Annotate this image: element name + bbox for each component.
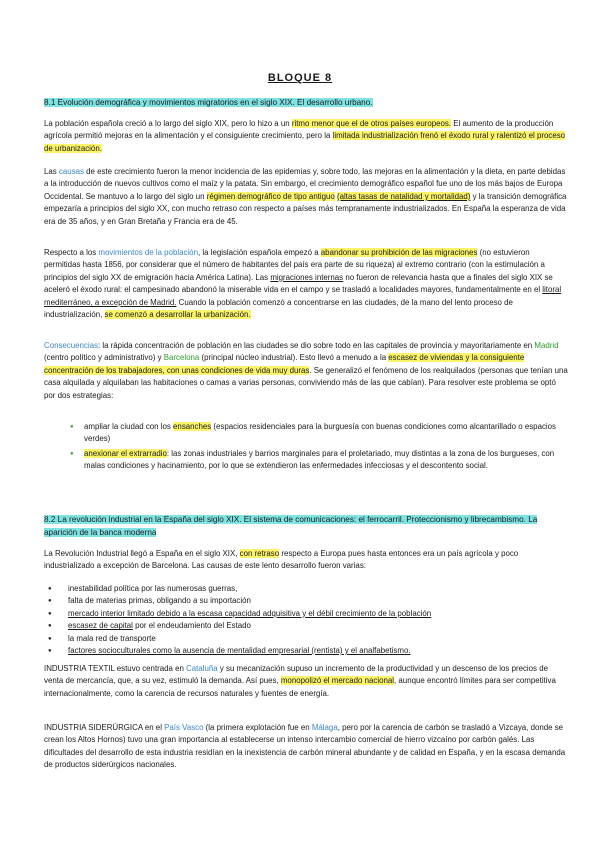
paragraph-migrations: Respecto a los movimientos de la población, la legislación española empezó a abandonar su prohibición de las migraciones (no estuvieron permitidas hasta 1856, por considerar que el número de habitantes del país era parte de su riqueza) al extremo contrario (con la estimulación a principios del siglo XX de emigración hacia América Latina). Las migraciones internas no fueron de relevancia hasta que a finales del siglo XIX se aceleró el éxodo rural: el campesinado abandonó la miserable vida en el campo y se trasladó a localidades mayores, fundamentalmente en el litoral mediterráneo, a excepción de Madrid. Cuando la población comenzó a concentrarse en las ciudades, de la mano del lento proceso de industrialización, se comenzó a desarrollar la urbanización. bbox=[44, 248, 562, 320]
section-heading-8-1: 8.1 Evolución demográfica y movimientos migratorios en el siglo XIX. El desarrollo urbano. bbox=[44, 98, 373, 107]
list-item: ● la mala red de transporte bbox=[46, 633, 566, 645]
paragraph-population-growth: La población española creció a lo largo del siglo XIX, pero lo hizo a un ritmo menor que el de otros países europeos. El aumento de la producción agrícola permitió mejoras en la alimentación y el consiguiente crecimiento, pero la limitada industrialización frenó el éxodo rural y ralentizó el proceso de urbanización. bbox=[44, 119, 566, 153]
list-item: ● inestabilidad política por las numerosas guerras, bbox=[46, 583, 566, 595]
list-item: ● ampliar la ciudad con los ensanches (espacios residenciales para la burguesía con buenas condiciones como alcantarillado o espacios verdes) bbox=[70, 421, 568, 446]
paragraph-textile-industry: INDUSTRIA TEXTIL estuvo centrada en Cataluña y su mecanización supuso un incremento de la productividad y un descenso de los precios de venta de mercancía, que, a su vez, estimuló la demanda. Así pues, monopolizó el mercado nacional, aunque encontró límites para ser competitiva internacionalmente, como la carencia de recursos naturales y fuentes de energía. bbox=[44, 664, 556, 698]
paragraph-industrial-revolution: La Revolución Industrial llegó a España en el siglo XIX, con retraso respecto a Europa pues hasta entonces era un país agrícola y poco industrializado a excepción de Barcelona. Las causas de este lento desarrollo fueron varias: bbox=[44, 549, 519, 571]
list-item: ● escasez de capital por el endeudamiento del Estado bbox=[46, 620, 566, 632]
paragraph-steel-industry: INDUSTRIA SIDERÚRGICA en el País Vasco (la primera explotación fue en Málaga, pero por la carencia de carbón se trasladó a Vizcaya, donde se crean los Altos Hornos) tuvo una gran importancia al establecerse un intenso intercambio comercial de hierro vizcaíno por carbón galés. Las dificultades del desarrollo de esta industria residían en la inexistencia de carbón mineral abundante y de calidad en España, y en la escasa demanda de productos siderúrgicos nacionales. bbox=[44, 723, 566, 770]
causes-list bbox=[46, 583, 566, 657]
strategies-list bbox=[70, 421, 568, 475]
paragraph-causes: Las causas de este crecimiento fueron la menor incidencia de las epidemias y, sobre todo, las mejoras en la alimentación y la dieta, en parte debidas a la introducción de nuevos cultivos como el maíz y la patata. Sin embargo, el crecimiento demográfico español fue uno de los más bajos de Europa Occidental. Se mantuvo a lo largo del siglo un régimen demográfico de tipo antiguo (altas tasas de natalidad y mortalidad) y la transición demográfica empezaría a principios del siglo XX, con mucho retraso con respecto a países más tempranamente industrializados. En España la esperanza de vida era de 35 años, y en Gran Bretaña y Francia era de 45. bbox=[44, 167, 567, 226]
list-item: ● factores socioculturales como la ausencia de mentalidad empresarial (rentista) y el analfabetismo. bbox=[46, 645, 566, 657]
paragraph-consequences: Consecuencias: la rápida concentración de población en las ciudades se dio sobre todo en las capitales de provincia y mayoritariamente en Madrid (centro político y administrativo) y Barcelona (principal núcleo industrial). Esto llevó a menudo a la escasez de viviendas y la consiguiente concentración de los trabajadores, con unas condiciones de vida muy duras. Se generalizó el fenómeno de los realquilados (personas que tenían una casa alquilada y alquilaban las habitaciones o camas a varias personas, conviviendo más de las que cabían). Para resolver este problema se optó por dos estrategias: bbox=[44, 341, 568, 400]
list-item: ● mercado interior limitado debido a la escasa capacidad adquisitiva y el débil crecimiento de la población bbox=[46, 608, 566, 620]
list-item: ● anexionar el extrarradio: las zonas industriales y barrios marginales para el proletariado, muy distintas a la zona de los burgueses, con malas condiciones y hacinamiento, por lo que se extendieron las enfermedades infecciosas y el descontento social. bbox=[70, 448, 568, 473]
section-heading-8-2: 8.2 La revolución industrial en la España del siglo XIX. El sistema de comunicaciones: el ferrocarril. Proteccionismo y librecambismo. La aparición de la banca moderna bbox=[44, 515, 538, 537]
list-item: ● falta de materias primas, obligando a su importación bbox=[46, 595, 566, 607]
page-title: BLOQUE 8 bbox=[267, 72, 333, 84]
